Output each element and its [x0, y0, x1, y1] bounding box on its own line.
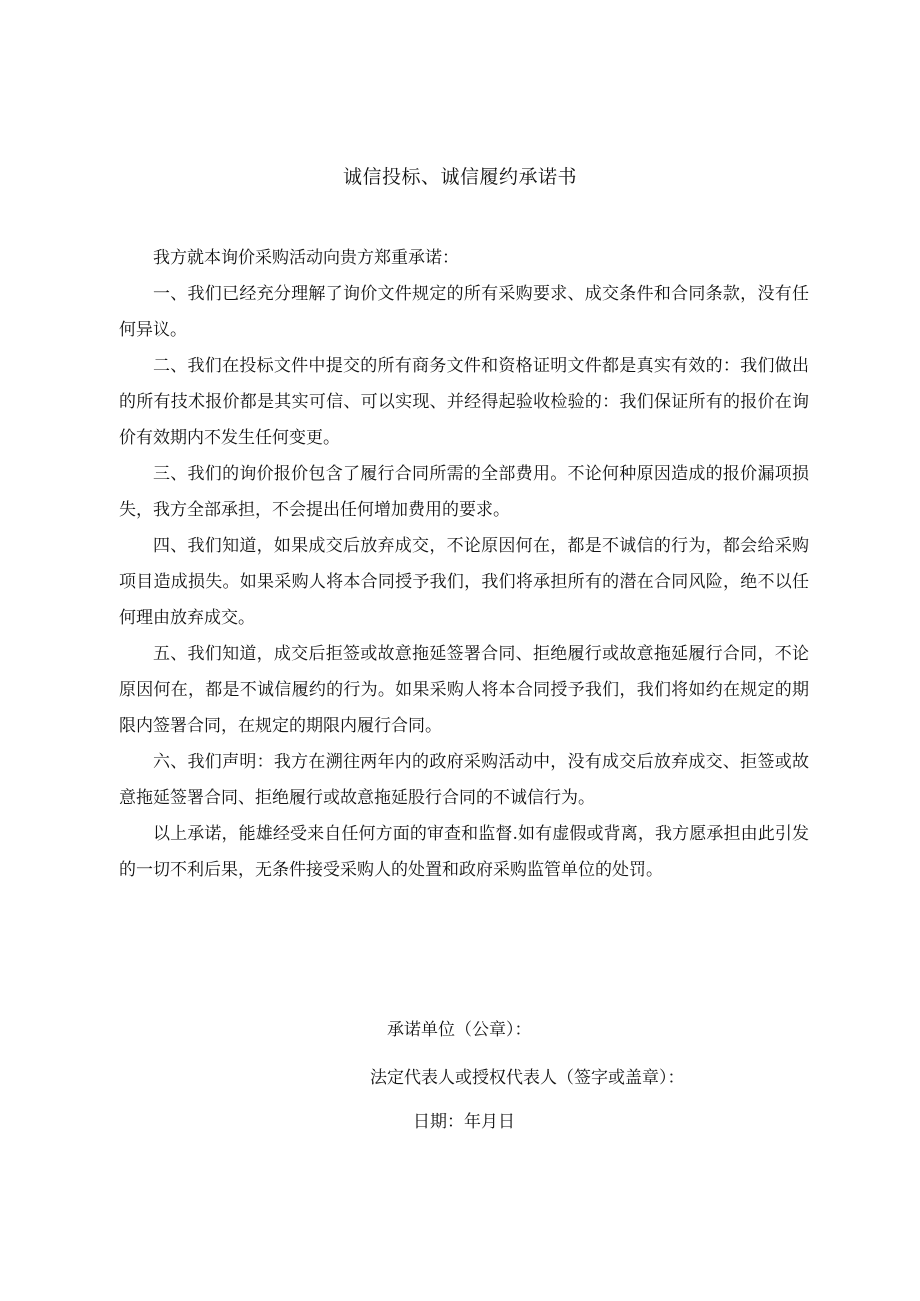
paragraph-item-5: 五、我们知道，成交后拒签或故意拖延签署合同、拒绝履行或故意拖延履行合同，不论原因何在，都是不诚信履约的行为。如果采购人将本合同授予我们，我们将如约在规定的期限内签署合同，在规定的期限内履行合同。	[119, 644, 809, 736]
document-body	[119, 240, 809, 888]
paragraph-item-2: 二、我们在投标文件中提交的所有商务文件和资格证明文件都是真实有效的：我们做出的所有技术报价都是其实可信、可以实现、并经得起验收检验的：我们保证所有的报价在询价有效期内不发生任何变更。	[119, 356, 809, 448]
signature-representative-label: 法定代表人或授权代表人（签字或盖章）：	[370, 1068, 685, 1088]
paragraph-item-6: 六、我们声明：我方在溯往两年内的政府采购活动中，没有成交后放弃成交、拒签或故意拖延签署合同、拒绝履行或故意拖延股行合同的不诚信行为。	[119, 752, 809, 808]
paragraph-item-1: 一、我们已经充分理解了询价文件规定的所有采购要求、成交条件和合同条款，没有任何异议。	[119, 284, 809, 340]
paragraph-conclusion: 以上承诺，能雄经受来自任何方面的审查和监督.如有虚假或背离，我方愿承担由此引发的一切不利后果，无条件接受采购人的处置和政府采购监管单位的处罚。	[119, 824, 809, 880]
signature-date-label: 日期：年月日	[413, 1112, 515, 1132]
paragraph-intro: 我方就本询价采购活动向贵方郑重承诺：	[153, 248, 459, 268]
paragraph-item-4: 四、我们知道，如果成交后放弃成交，不论原因何在，都是不诚信的行为，都会给采购项目造成损失。如果采购人将本合同授予我们，我们将承担所有的潜在合同风险，绝不以任何理由放弃成交。	[119, 536, 809, 628]
paragraph-item-3: 三、我们的询价报价包含了履行合同所需的全部费用。不论何种原因造成的报价漏项损失，我方全部承担，不会提出任何增加费用的要求。	[119, 464, 809, 520]
signature-unit-label: 承诺单位（公章）：	[387, 1020, 532, 1040]
document-title: 诚信投标、诚信履约承诺书	[342, 166, 577, 188]
